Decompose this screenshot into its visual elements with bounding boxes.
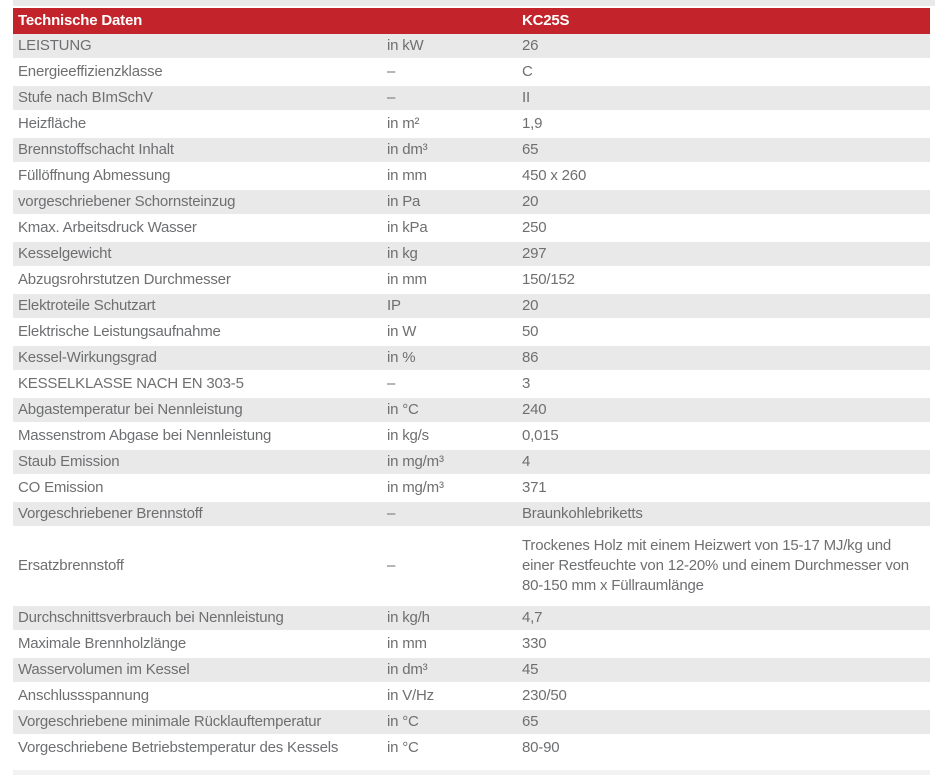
row-unit: in kW — [387, 37, 424, 54]
table-row — [13, 502, 930, 528]
table-row — [13, 684, 930, 710]
row-label: Kesselgewicht — [18, 245, 112, 262]
row-unit: in m² — [387, 115, 420, 132]
table-row — [13, 242, 930, 268]
row-value: 86 — [522, 349, 539, 366]
row-unit: in mm — [387, 635, 427, 652]
table-row — [13, 606, 930, 632]
row-value: 150/152 — [522, 271, 575, 288]
row-unit: in mm — [387, 167, 427, 184]
table-row — [13, 528, 930, 606]
row-label: vorgeschriebener Schornsteinzug — [18, 193, 236, 210]
row-value: 26 — [522, 37, 539, 54]
row-label: Abgastemperatur bei Nennleistung — [18, 401, 243, 418]
row-value: 20 — [522, 193, 539, 210]
row-unit: in kg/h — [387, 609, 430, 626]
header-title: Technische Daten — [18, 12, 143, 29]
row-value: 65 — [522, 141, 539, 158]
partial-row-top — [13, 0, 935, 6]
row-value: 297 — [522, 245, 547, 262]
row-label: Brennstoffschacht Inhalt — [18, 141, 174, 158]
row-unit: in °C — [387, 713, 419, 730]
row-label: Durchschnittsverbrauch bei Nennleistung — [18, 609, 284, 626]
row-unit: in kg — [387, 245, 418, 262]
row-unit: – — [387, 557, 396, 574]
table-row — [13, 346, 930, 372]
row-unit: IP — [387, 297, 401, 314]
row-value: 1,9 — [522, 115, 543, 132]
row-label: KESSELKLASSE NACH EN 303-5 — [18, 375, 244, 392]
row-value: 330 — [522, 635, 547, 652]
row-value: 240 — [522, 401, 547, 418]
table-row — [13, 398, 930, 424]
row-label: LEISTUNG — [18, 37, 92, 54]
row-value: 0,015 — [522, 427, 559, 444]
row-unit: in mg/m³ — [387, 453, 444, 470]
table-row — [13, 320, 930, 346]
row-value: 371 — [522, 479, 547, 496]
row-unit: in °C — [387, 401, 419, 418]
row-label: Elektrische Leistungsaufnahme — [18, 323, 221, 340]
table-row — [13, 34, 930, 60]
table-row — [13, 216, 930, 242]
row-unit: – — [387, 89, 396, 106]
row-value: 4,7 — [522, 609, 543, 626]
row-value: 20 — [522, 297, 539, 314]
row-label: Vorgeschriebene minimale Rücklauftemperatur — [18, 713, 322, 730]
table-row — [13, 138, 930, 164]
row-value: 450 x 260 — [522, 167, 587, 184]
row-unit: in °C — [387, 739, 419, 756]
table-body — [13, 34, 930, 762]
row-label: Vorgeschriebene Betriebstemperatur des Kessels — [18, 739, 339, 756]
row-label: Energieeffizienzklasse — [18, 63, 163, 80]
table-row — [13, 86, 930, 112]
table-row — [13, 372, 930, 398]
row-label: Abzugsrohrstutzen Durchmesser — [18, 271, 231, 288]
row-label: Kessel-Wirkungsgrad — [18, 349, 157, 366]
table-row — [13, 60, 930, 86]
row-label: Maximale Brennholzlänge — [18, 635, 186, 652]
row-label: Wasservolumen im Kessel — [18, 661, 190, 678]
row-unit: – — [387, 375, 396, 392]
table-row — [13, 658, 930, 684]
row-value: 65 — [522, 713, 539, 730]
table-row — [13, 268, 930, 294]
row-value: 250 — [522, 219, 547, 236]
row-label: Elektroteile Schutzart — [18, 297, 156, 314]
row-value: Braunkohlebriketts — [522, 505, 643, 522]
row-label: Anschlussspannung — [18, 687, 149, 704]
row-unit: – — [387, 505, 396, 522]
row-unit: in mg/m³ — [387, 479, 444, 496]
table-row — [13, 164, 930, 190]
row-unit: in mm — [387, 271, 427, 288]
row-value: 3 — [522, 375, 531, 392]
row-label: Kmax. Arbeitsdruck Wasser — [18, 219, 197, 236]
row-value: II — [522, 89, 530, 106]
row-label: CO Emission — [18, 479, 104, 496]
row-unit: in V/Hz — [387, 687, 434, 704]
table-row — [13, 450, 930, 476]
table-row — [13, 632, 930, 658]
row-value: 80-90 — [522, 739, 560, 756]
table-header — [13, 8, 930, 34]
row-label: Stufe nach BImSchV — [18, 89, 153, 106]
row-value: 230/50 — [522, 687, 567, 704]
table-row — [13, 476, 930, 502]
row-value: 50 — [522, 323, 539, 340]
table-row — [13, 736, 930, 762]
row-unit: in kg/s — [387, 427, 429, 444]
row-value: 4 — [522, 453, 531, 470]
row-value: Trockenes Holz mit einem Heizwert von 15-17 MJ/kg und einer Restfeuchte von 12-20% und einem Durchmesser von 80-150 mm x Füllraumlänge — [522, 537, 909, 594]
row-label: Ersatzbrennstoff — [18, 557, 124, 574]
row-unit: in W — [387, 323, 417, 340]
row-label: Heizfläche — [18, 115, 87, 132]
row-label: Vorgeschriebener Brennstoff — [18, 505, 203, 522]
row-label: Staub Emission — [18, 453, 120, 470]
row-value: 45 — [522, 661, 539, 678]
table-row — [13, 710, 930, 736]
table-row — [13, 112, 930, 138]
row-label: Massenstrom Abgase bei Nennleistung — [18, 427, 272, 444]
row-unit: in % — [387, 349, 416, 366]
partial-row-bottom — [13, 770, 930, 775]
row-unit: – — [387, 63, 396, 80]
row-unit: in kPa — [387, 219, 428, 236]
row-label: Füllöffnung Abmessung — [18, 167, 171, 184]
row-value: C — [522, 63, 533, 80]
technical-data-table — [13, 8, 930, 775]
table-row — [13, 190, 930, 216]
row-unit: in dm³ — [387, 141, 428, 158]
table-row — [13, 294, 930, 320]
header-model-kc25s: KC25S — [522, 12, 570, 29]
table-row — [13, 424, 930, 450]
row-unit: in dm³ — [387, 661, 428, 678]
row-unit: in Pa — [387, 193, 421, 210]
